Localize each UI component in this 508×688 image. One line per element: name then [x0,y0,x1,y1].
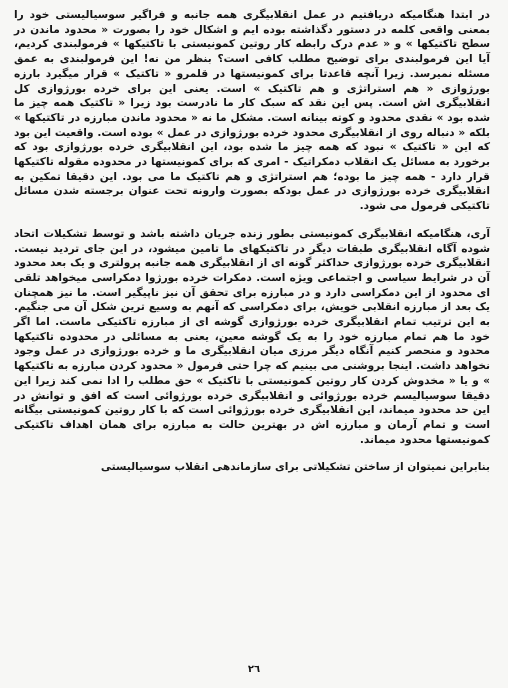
paragraph: آری، هنگامیکه انقلابیگری کمونیستی بطور زنده جریان داشته باشد و توسط تشکیلات اتحاد شوده آگاه انقلابیگری طبقات دیگر در تاکتیکهای ما تامین میشود، در این جای تردید نیست. انقلابیگری خرده بورژوازی حداکثر گونه ای از انقلابیگری همه جانبه پرولتری و یک بعد محدود آن در شرایط سیاسی و اجتماعی ویژه است. دمکرات خرده بورژوا دمکراسی میخواهد تلقی ای محدود از این دمکراسی دارد و در مبارزه برای تحقق آن نیز ناپیگیر است. ما نیز همچنان یک بعد از مبارزه انقلابی خویش، برای دمکراسی که آنهم به وسیع ترین شکل آن می جنگیم. به این ترتیب تمام انقلابیگری خرده بورژوازی گوشه ای از مبارزه تاکتیکی ماست. اما اگر خود ما هم تمام مبارزه خود را به یک گوشه معین، یعنی به مسائلی در محدوده تاکتیکها محدود و منحصر کنیم آنگاه دیگر مرزی میان انقلابیگری ما و خرده بورژوازی در عمل وجود نخواهد داشت. اینجا بروشنی می بینیم که چرا حتی فرمول « محدود کردن مبارزه به تاکتیکها » و یا « مخدوش کردن کار روتین کمونیستی با تاکتیک » حق مطلب را ادا نمی کند زیرا این دقیقا سوسیالیسم خرده بورژوائی و انقلابیگری خرده بورژوائی است که افق و توانش در این حد محدود میماند، این انقلابیگری خرده بورژوائی است که با کار روتین کمونیستی بیگانه است و تمام آرمان و مبارزه اش در بهترین حالت به مبارزه برای همان اهداف تاکتیکی کمونیستها محدود میماند. [14,227,490,446]
paragraph: در ابتدا هنگامیکه دریافتیم در عمل انقلابیگری همه جانبه و فراگیر سوسیالیستی خود را بمعنی واقعی کلمه در دستور دگذاشته بوده ایم و اشکال خود را بصورت « محدود ماندن در سطح تاکتیکها » و « عدم درک رابطه کار روتین کمونیستی با تاکتیکها » فرمولبندی کردیم، آیا این فرمولبندی برای توضیح مطلب کافی است؟ بنظر من نه! این فرمولبندی به عمق مسئله نمیرسد. زیرا آنچه قاعدتا برای کمونیستها در قلمرو « تاکتیک » قرار میگیرد بارزه بورژوازی « هم استراتژی و هم تاکتیک » است. یعنی این برای خرده بورژوازی کل انقلابیگری اش است. پس این نقد که سبک کار ما نادرست بود زیرا « تاکتیک همه چیز ما شده بود » نقدی محدود و کوته بینانه است. مشکل ما نه « محدود ماندن مبارزه در تاکتیکها » بلکه « دنباله روی از انقلابیگری محدود خرده بورژوازی در عمل » بوده است. واقعیت این بود که این « تاکتیک » نبود که همه چیز ما شده بود، این انقلابیگری خرده بورژوازی بود که برخورد به مسائل یک انقلاب دمکراتیک - امری که برای کمونیستها در محدوده مقوله تاکتیکها قرار دارد - همه چیز ما بوده؛ هم استراتژی و هم تاکتیک ما می بود. این دقیقا تمکین به انقلابیگری خرده بورژوازی در عمل بودکه بصورت وارونه تحت عنوان برجسته شدن مسائل تاکتیکی فرمول می شود. [14,9,490,213]
page-number: ٢٦ [247,664,261,675]
body-text [14,8,490,475]
paragraph: بنابراین نمیتوان از ساختن تشکیلاتی برای سازماندهی انقلاب سوسیالیستی [100,461,490,474]
